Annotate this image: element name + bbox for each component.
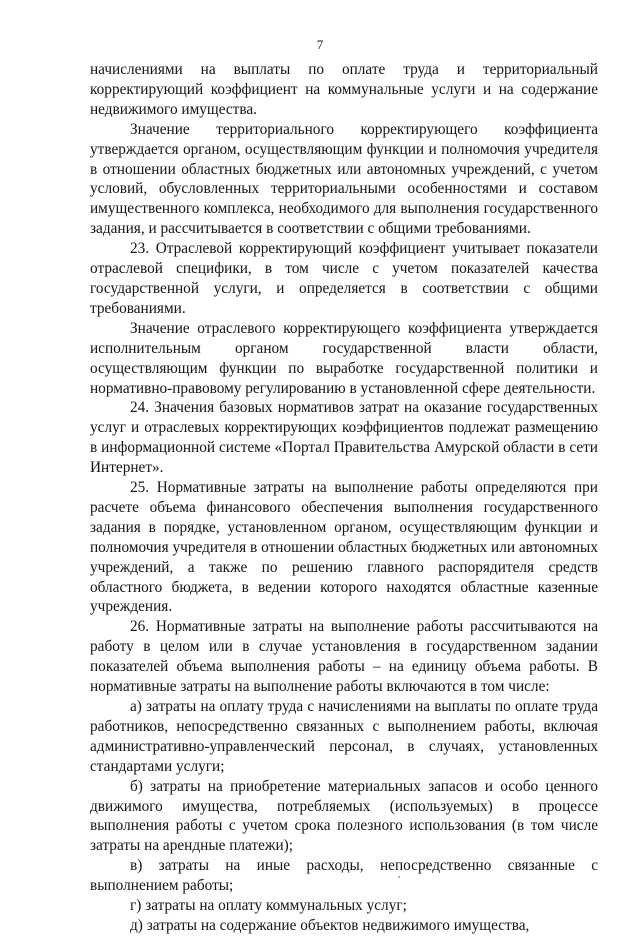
paragraph-continuation: начислениями на выплаты по оплате труда и территориальный корректирующий коэффициент на коммунальные услуги и на содержание недвижимого имущества. (90, 61, 598, 118)
document-body (90, 60, 598, 936)
paragraph-23: 23. Отраслевой корректирующий коэффициент учитывает показатели отраслевой специфики, в том числе с учетом показателей качества государственной услуги, и определяется в соответствии с общими требованиями. (90, 240, 598, 317)
paragraph-territorial-coefficient: Значение территориального корректирующего коэффициента утверждается органом, осуществляющим функции и полномочия учредителя в отношении областных бюджетных или автономных учреждений, с учетом условий, обусловленных территориальными особенностями и составом имущественного комплекса, необходимого для выполнения государственного задания, и рассчитывается в соответствии с общими требованиями. (90, 120, 598, 238)
list-item-v: в) затраты на иные расходы, непосредственно связанные с выполнением работы; (90, 857, 598, 895)
paragraph-24: 24. Значения базовых нормативов затрат на оказание государственных услуг и отраслевых корректирующих коэффициентов подлежат размещению в информационной системе «Портал Правительства Амурской области в сети Интернет». (90, 399, 598, 477)
paragraph-26: 26. Нормативные затраты на выполнение работы рассчитываются на работу в целом или в случае установления в государственном задании показателей объема выполнения работы – на единицу объема работы. В нормативные затраты на выполнение работы включаются в том числе: (90, 618, 598, 696)
scan-speck (398, 876, 400, 878)
page-number: 7 (316, 37, 324, 52)
paragraph-25: 25. Нормативные затраты на выполнение работы определяются при расчете объема финансового обеспечения выполнения государственного задания в порядке, установленном органом, осуществляющим функции и полномочия учредителя в отношении областных бюджетных или автономных учреждений, а также по решению главного распорядителя средств областного бюджета, в ведении которого находятся областные казенные учреждения. (90, 479, 598, 616)
list-item-b: б) затраты на приобретение материальных запасов и особо ценного движимого имущества, потребляемых (используемых) в процессе выполнения работы с учетом срока полезного использования (в том числе затраты на арендные платежи); (90, 777, 598, 855)
paragraph-sector-coefficient: Значение отраслевого корректирующего коэффициента утверждается исполнительным органом государственной власти области, осуществляющим функции по выработке государственной политики и нормативно-правовому регулированию в установленной сфере деятельности. (90, 319, 598, 397)
list-item-a: а) затраты на оплату труда с начислениями на выплаты по оплате труда работников, непосредственно связанных с выполнением работы, включая административно-управленческий персонал, в случаях, установленных стандартами услуги; (90, 698, 598, 775)
list-item-d: д) затраты на содержание объектов недвижимого имущества, (130, 916, 530, 934)
list-item-g: г) затраты на оплату коммунальных услуг; (130, 897, 407, 915)
